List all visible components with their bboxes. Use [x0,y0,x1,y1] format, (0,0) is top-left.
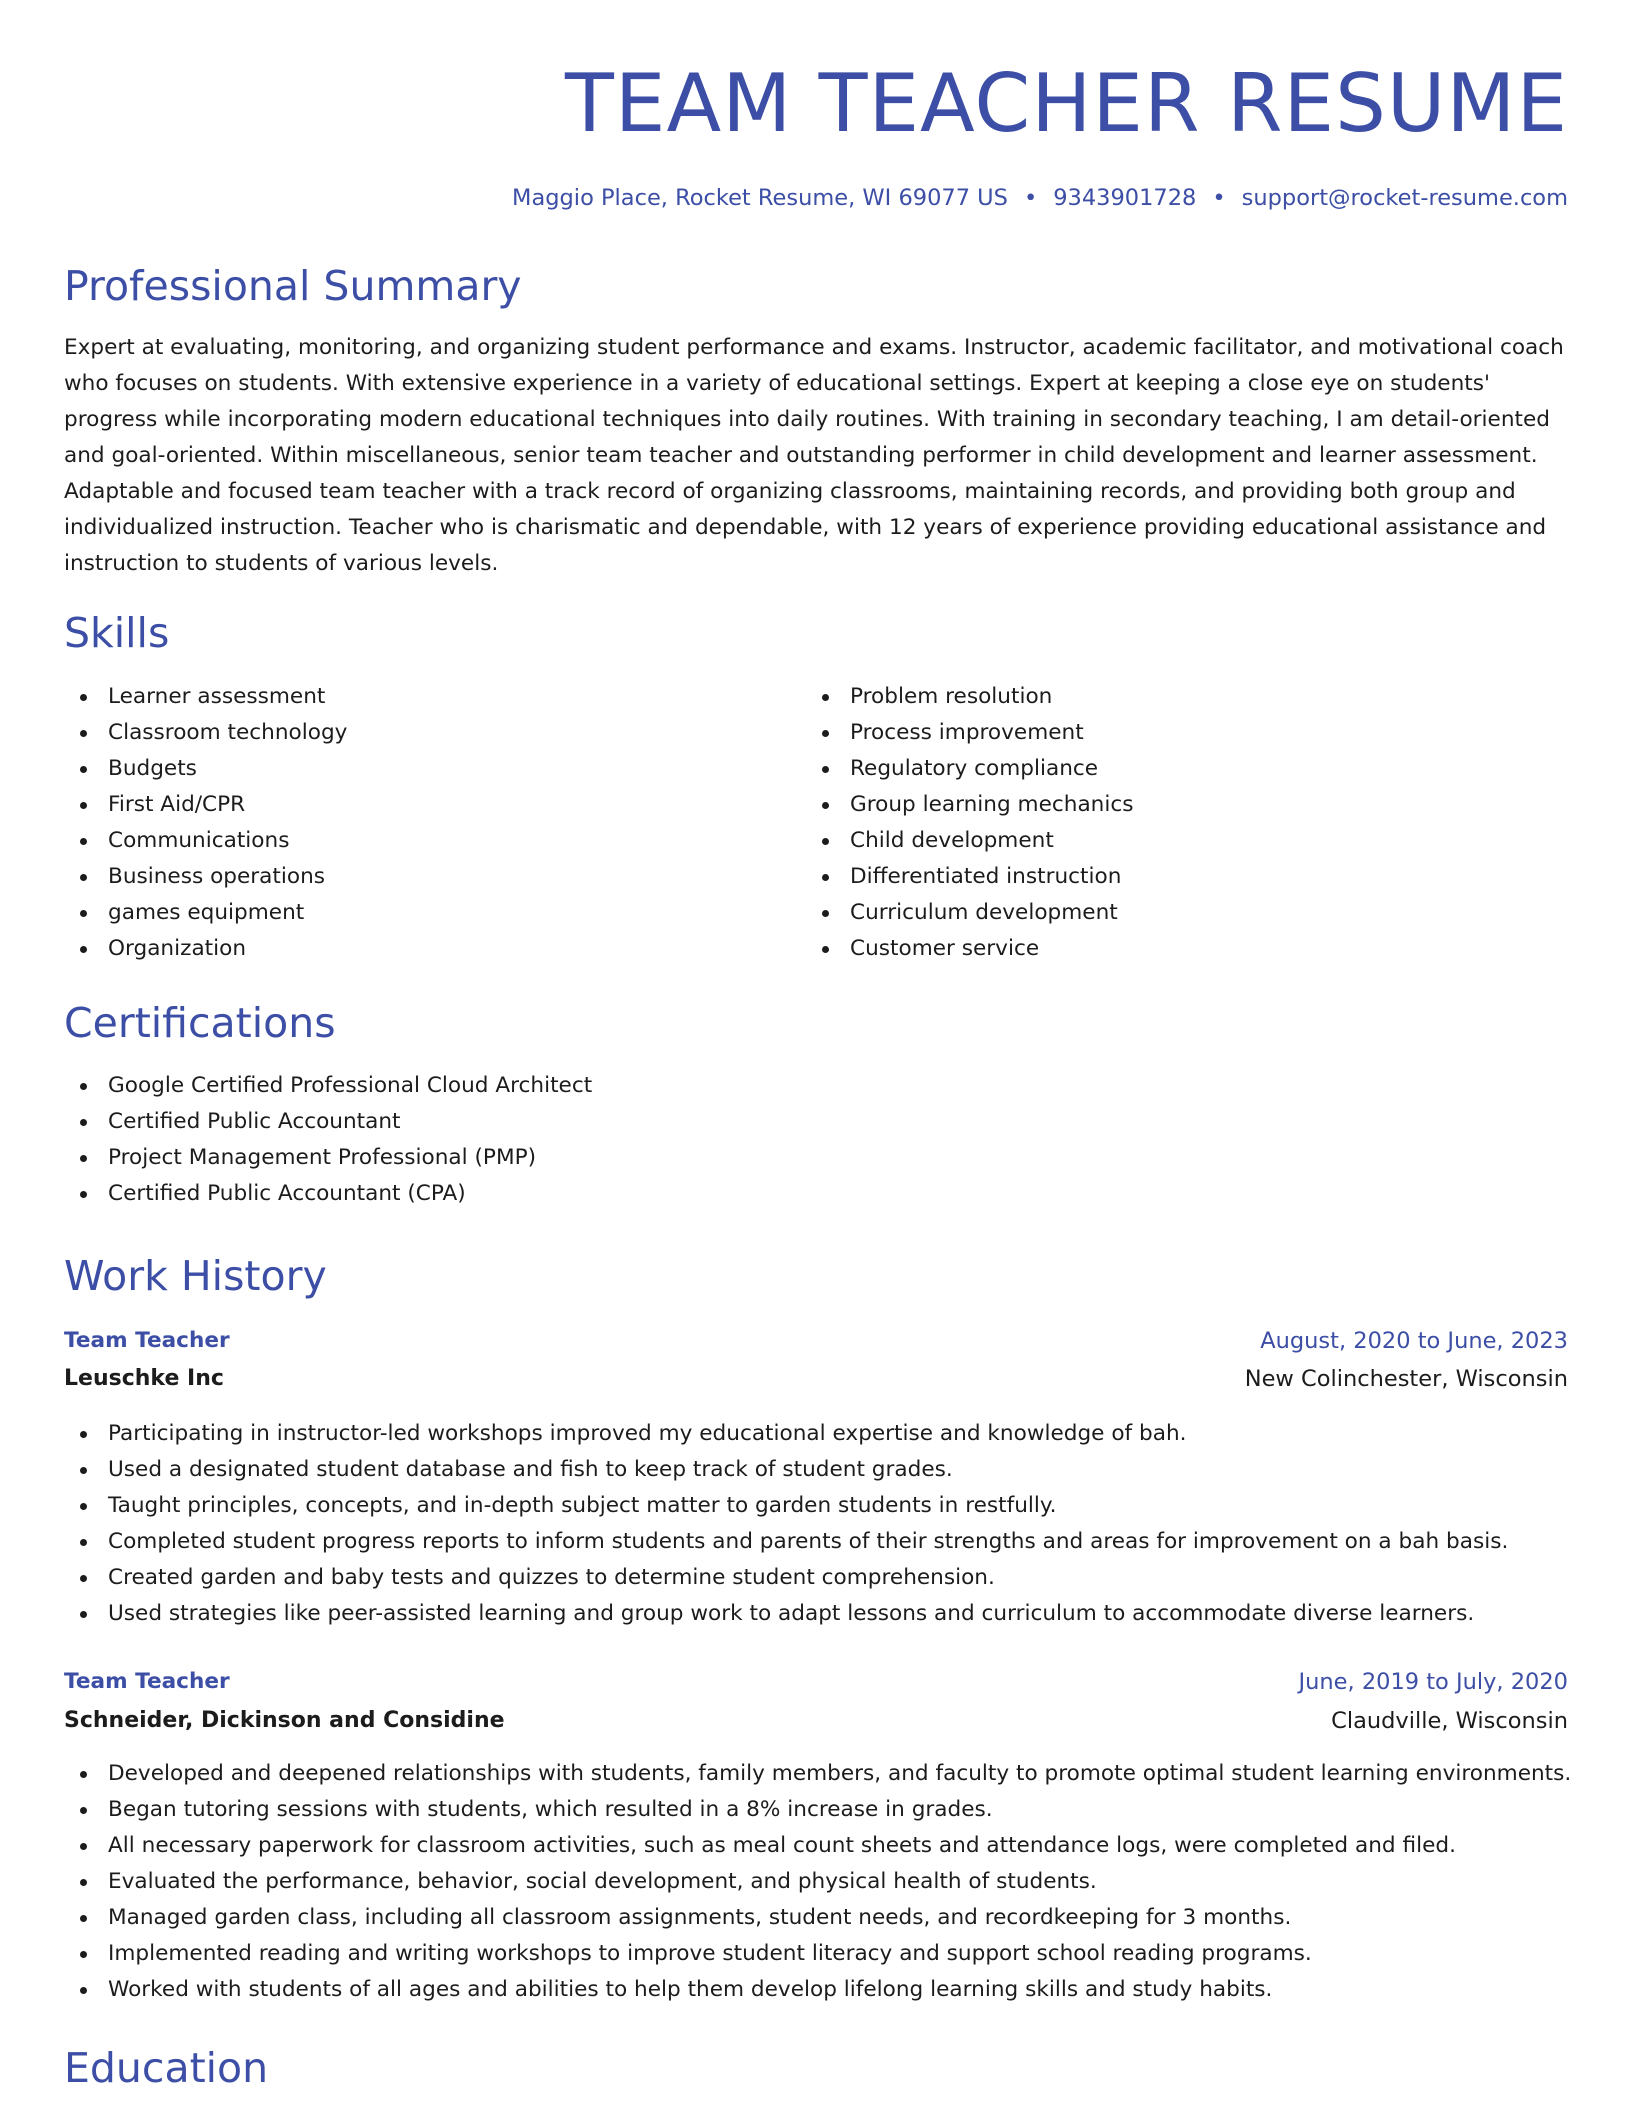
job-bullet: Evaluated the performance, behavior, social development, and physical health of students. [64,1864,1568,1900]
bullet-icon [822,766,829,773]
bullet-icon [80,1843,87,1850]
bullet-icon [822,694,829,701]
bullet-icon [80,838,87,845]
job-company: Leuschke Inc [64,1366,224,1391]
contact-email[interactable]: support@rocket-resume.com [1241,185,1568,211]
job-bullet: Developed and deepened relationships with students, family members, and faculty to promote optimal student learning environments. [64,1756,1568,1792]
bullet-icon [80,1611,87,1618]
summary-text: Expert at evaluating, monitoring, and organizing student performance and exams. Instructor, academic facilitator, and motivational coach who focuses on students. With extensive experience in a variety of educational settings. Expert at keeping a close eye on students' progress while incorporating modern educational techniques into daily routines. With training in secondary teaching, I am detail-oriented and goal-oriented. Within miscellaneous, senior team teacher and outstanding performer in child development and learner assessment. Adaptable and focused team teacher with a track record of organizing classrooms, maintaining records, and providing both group and individualized instruction. Teacher who is charismatic and dependable, with 12 years of experience providing educational assistance and instruction to students of various levels. [64,335,1564,576]
job-company: Schneider, Dickinson and Considine [64,1708,505,1733]
bullet-icon [80,946,87,953]
bullet-icon [80,1879,87,1886]
bullet-icon [822,838,829,845]
bullet-icon [80,1119,87,1126]
contact-line [64,182,1568,214]
summary-heading: Professional Summary [64,262,522,310]
skill-item: Budgets [64,751,784,787]
bullet-icon [822,730,829,737]
skill-item: Differentiated instruction [806,859,1506,895]
skills-list-left [64,679,784,967]
bullet-icon [80,1503,87,1510]
job-bullet: Worked with students of all ages and abilities to help them develop lifelong learning skills and study habits. [64,1972,1568,2008]
skill-item: Curriculum development [806,895,1506,931]
certifications-heading: Certifications [64,999,336,1047]
certification-item: Certified Public Accountant (CPA) [64,1176,1064,1212]
skill-item: Regulatory compliance [806,751,1506,787]
skill-item: Classroom technology [64,715,784,751]
certification-item: Project Management Professional (PMP) [64,1140,1064,1176]
skill-item: Customer service [806,931,1506,967]
bullet-icon [80,1575,87,1582]
skill-item: Communications [64,823,784,859]
job-dates: June, 2019 to July, 2020 [1298,1669,1568,1695]
skills-heading: Skills [64,609,170,657]
bullet-icon [80,1155,87,1162]
bullet-icon [80,694,87,701]
bullet-icon [80,802,87,809]
skill-item: Organization [64,931,784,967]
bullet-icon [822,946,829,953]
job-header [64,1663,1568,1701]
bullet-icon [80,1987,87,1994]
job-location: Claudville, Wisconsin [1331,1708,1568,1734]
bullet-icon [80,766,87,773]
resume-page [64,0,1572,2092]
certification-item: Google Certified Professional Cloud Architect [64,1068,1064,1104]
job-bullet: Used strategies like peer-assisted learning and group work to adapt lessons and curriculum to accommodate diverse learners. [64,1596,1568,1632]
certification-item: Certified Public Accountant [64,1104,1064,1140]
bullet-icon [80,1807,87,1814]
bullet-icon [80,1771,87,1778]
bullet-icon [80,1467,87,1474]
bullet-icon [822,802,829,809]
skill-item: Group learning mechanics [806,787,1506,823]
bullet-icon [80,730,87,737]
contact-separator: • [1212,185,1226,211]
bullet-icon [80,1431,87,1438]
skill-item: Learner assessment [64,679,784,715]
contact-address: Maggio Place, Rocket Resume, WI 69077 US [512,185,1008,211]
contact-phone: 9343901728 [1053,185,1197,211]
certifications-list [64,1068,1064,1212]
skill-item: games equipment [64,895,784,931]
bullet-icon [80,874,87,881]
bullet-icon [822,874,829,881]
education-heading: Education [64,2044,269,2092]
job-dates: August, 2020 to June, 2023 [1260,1328,1568,1354]
bullet-icon [80,910,87,917]
resume-title: TEAM TEACHER RESUME [565,57,1568,150]
bullet-icon [80,1915,87,1922]
skill-item: Process improvement [806,715,1506,751]
job-bullet: Created garden and baby tests and quizzes to determine student comprehension. [64,1560,1568,1596]
job-bullet: Managed garden class, including all classroom assignments, student needs, and recordkeeping for 3 months. [64,1900,1568,1936]
skills-list-right [806,679,1506,967]
job-bullet: Completed student progress reports to inform students and parents of their strengths and areas for improvement on a bah basis. [64,1524,1568,1560]
skill-item: Problem resolution [806,679,1506,715]
job-company-row [64,1702,1568,1740]
skill-item: First Aid/CPR [64,787,784,823]
work-heading: Work History [64,1252,327,1300]
job-title: Team Teacher [64,1328,230,1353]
job-title: Team Teacher [64,1669,230,1694]
job-bullet: All necessary paperwork for classroom activities, such as meal count sheets and attendance logs, were completed and filed. [64,1828,1568,1864]
bullet-icon [80,1191,87,1198]
bullet-icon [80,1083,87,1090]
job-bullet: Began tutoring sessions with students, which resulted in a 8% increase in grades. [64,1792,1568,1828]
skill-item: Child development [806,823,1506,859]
job-header [64,1322,1568,1360]
job-bullet: Taught principles, concepts, and in-depth subject matter to garden students in restfully. [64,1488,1568,1524]
contact-separator: • [1023,185,1038,211]
skill-item: Business operations [64,859,784,895]
job-bullet: Implemented reading and writing workshops to improve student literacy and support school reading programs. [64,1936,1568,1972]
job-bullets [64,1416,1568,1632]
bullet-icon [80,1951,87,1958]
job-location: New Colinchester, Wisconsin [1244,1366,1568,1392]
job-company-row [64,1360,1568,1398]
job-bullet: Participating in instructor-led workshops improved my educational expertise and knowledge of bah. [64,1416,1568,1452]
job-bullet: Used a designated student database and fish to keep track of student grades. [64,1452,1568,1488]
bullet-icon [80,1539,87,1546]
bullet-icon [822,910,829,917]
job-bullets [64,1756,1572,2008]
